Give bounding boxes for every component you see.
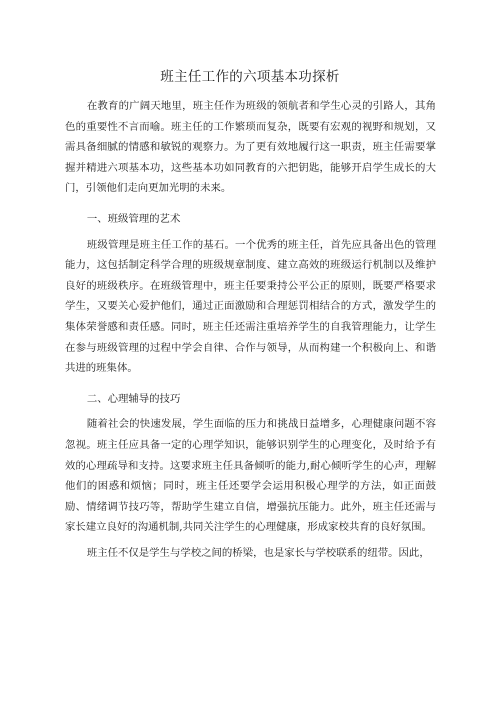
section-paragraph-psych-counseling: 随着社会的快速发展，学生面临的压力和挑战日益增多，心理健康问题不容忽视。班主任应具备一定的心理学知识，能够识别学生的心理变化，及时给予有效的心理疏导和支持。这要求班主任具备倾听的能力,耐心倾听学生的心声，理解他们的困惑和烦恼；同时，班主任还要学会运用积极心理学的方法，如正面鼓励、情绪调节技巧等，帮助学生建立自信，增强抗压能力。此外，班主任还需与家长建立良好的沟通机制,共同关注学生的心理健康，形成家校共育的良好氛围。: [65, 418, 436, 534]
section-heading-psych-counseling: 二、心理辅导的技巧: [86, 392, 181, 405]
document-body: [65, 96, 436, 563]
intro-paragraph: 在教育的广阔天地里，班主任作为班级的领航者和学生心灵的引路人，其角色的重要性不言而喻。班主任的工作繁琐而复杂，既要有宏观的视野和规划，又需具备细腻的情感和敏锐的观察力。为了更有效地履行这一职责，班主任需要掌握并精进六项基本功，这些基本功如同教育的六把钥匙，能够开启学生成长的大门，引领他们走向更加光明的未来。: [65, 100, 436, 195]
document-title: 班主任工作的六项基本功探析: [160, 69, 340, 85]
section-paragraph-class-management: 班级管理是班主任工作的基石。一个优秀的班主任，首先应具备出色的管理能力，这包括制定科学合理的班级规章制度、建立高效的班级运行机制以及维护良好的班级秩序。在班级管理中，班主任要秉持公平公正的原则，既要严格要求学生，又要关心爱护他们，通过正面激励和合理惩罚相结合的方式，激发学生的集体荣誉感和责任感。同时，班主任还需注重培养学生的自我管理能力，让学生在参与班级管理的过程中学会自律、合作与领导，从而构建一个积极向上、和谐共进的班集体。: [65, 238, 436, 375]
section-heading-class-management: 一、班级管理的艺术: [86, 212, 181, 225]
section-paragraph-bridge: 班主任不仅是学生与学校之间的桥梁，也是家长与学校联系的纽带。因此，: [86, 546, 430, 559]
